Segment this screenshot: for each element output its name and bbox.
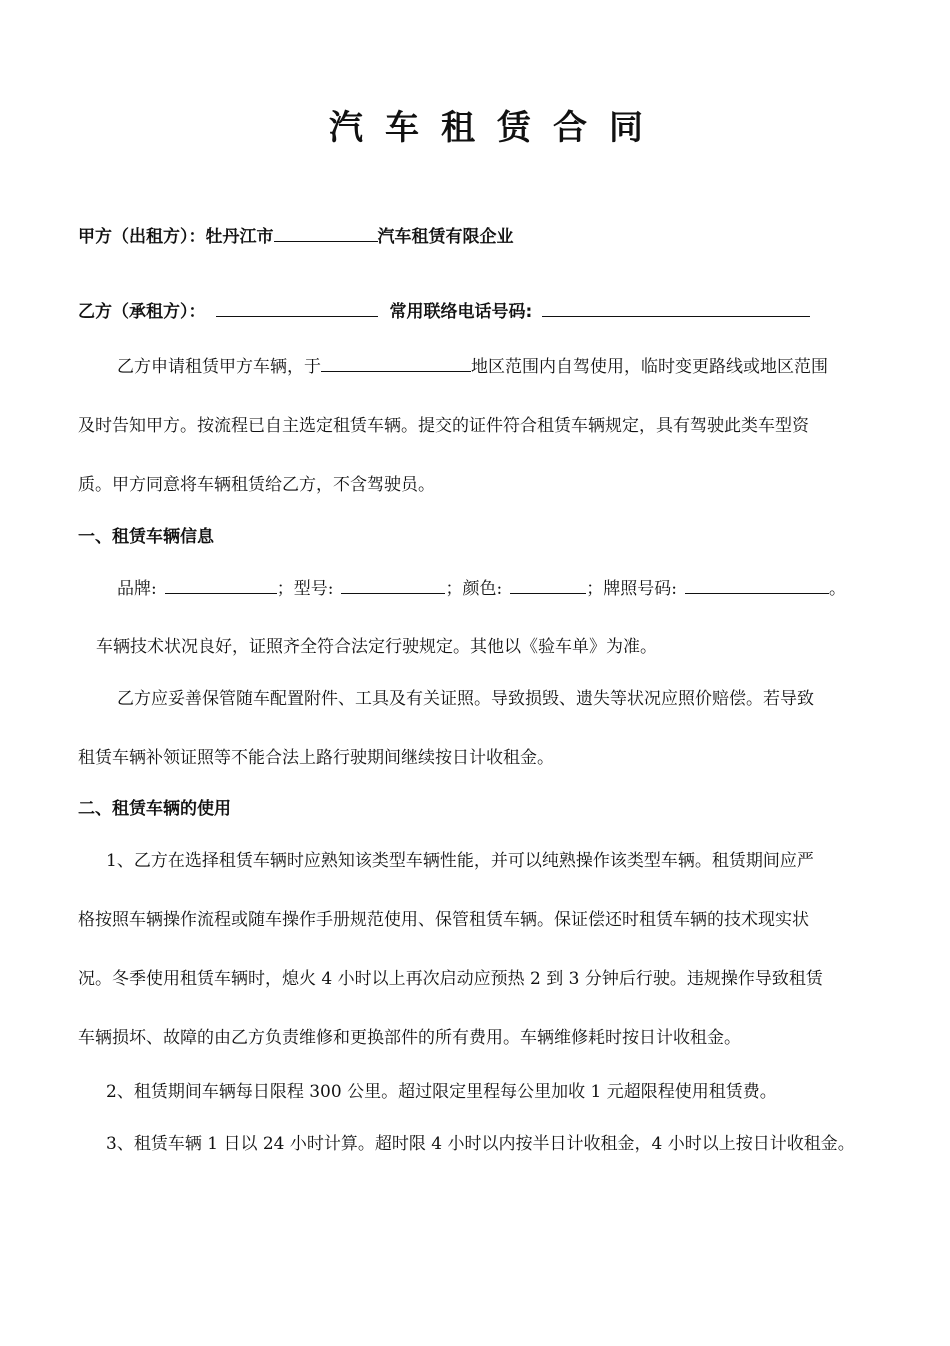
party-a-company-blank[interactable] bbox=[274, 225, 378, 242]
item-1-line-3: 况。冬季使用租赁车辆时，熄火 4 小时以上再次启动应预热 2 到 3 分钟后行驶。违规操作导致租赁 bbox=[78, 969, 823, 989]
model-blank[interactable] bbox=[341, 577, 445, 594]
party-a-city: 牡丹江市 bbox=[205, 227, 274, 247]
intro-line-3: 质。甲方同意将车辆租赁给乙方，不含驾驶员。 bbox=[78, 475, 435, 495]
model-label: ；型号: bbox=[276, 579, 334, 599]
custody-line-2: 租赁车辆补领证照等不能合法上路行驶期间继续按日计收租金。 bbox=[78, 748, 554, 768]
party-b-line bbox=[78, 297, 810, 322]
vehicle-info-line bbox=[117, 574, 846, 599]
item-2-text: 2、租赁期间车辆每日限程 300 公里。超过限定里程每公里加收 1 元超限程使用租赁费。 bbox=[106, 1082, 777, 1102]
color-blank[interactable] bbox=[510, 577, 586, 594]
region-blank[interactable] bbox=[321, 355, 471, 372]
document-title: 汽车租赁合同 bbox=[329, 108, 665, 148]
intro-text-after: 地区范围内自驾使用，临时变更路线或地区范围 bbox=[471, 357, 828, 377]
party-b-name-blank[interactable] bbox=[216, 300, 378, 317]
plate-label: ；牌照号码: bbox=[586, 579, 677, 599]
item-1-line-1: 1、乙方在选择租赁车辆时应熟知该类型车辆性能，并可以纯熟操作该类型车辆。租赁期间应严 bbox=[106, 851, 814, 871]
party-a-line bbox=[78, 222, 514, 247]
item-1-line-4: 车辆损坏、故障的由乙方负责维修和更换部件的所有费用。车辆维修耗时按日计收租金。 bbox=[78, 1028, 741, 1048]
intro-text-before: 乙方申请租赁甲方车辆，于 bbox=[117, 357, 321, 377]
party-a-company-suffix: 汽车租赁有限企业 bbox=[377, 227, 514, 247]
item-3-text: 3、租赁车辆 1 日以 24 小时计算。超时限 4 小时以内按半日计收租金，4 小时以上按日计收租金。 bbox=[106, 1134, 855, 1154]
brand-label: 品牌: bbox=[117, 579, 157, 599]
party-a-label: 甲方（出租方）： bbox=[78, 227, 206, 247]
item-1-line-2: 格按照车辆操作流程或随车操作手册规范使用、保管租赁车辆。保证偿还时租赁车辆的技术现实状 bbox=[78, 910, 809, 930]
section-1-heading: 一、租赁车辆信息 bbox=[78, 527, 214, 547]
custody-line-1: 乙方应妥善保管随车配置附件、工具及有关证照。导致损毁、遗失等状况应照价赔偿。若导致 bbox=[117, 689, 814, 709]
intro-line-1 bbox=[117, 352, 828, 377]
color-label: ；颜色: bbox=[445, 579, 503, 599]
brand-blank[interactable] bbox=[165, 577, 277, 594]
intro-line-2: 及时告知甲方。按流程已自主选定租赁车辆。提交的证件符合租赁车辆规定，具有驾驶此类车型资 bbox=[78, 416, 809, 436]
party-b-label: 乙方（承租方）： bbox=[78, 302, 206, 322]
tech-status-text: 车辆技术状况良好，证照齐全符合法定行驶规定。其他以《验车单》为准。 bbox=[96, 637, 657, 657]
section-2-heading: 二、租赁车辆的使用 bbox=[78, 799, 231, 819]
plate-blank[interactable] bbox=[685, 577, 829, 594]
party-b-phone-blank[interactable] bbox=[542, 300, 810, 317]
party-b-phone-label: 常用联络电话号码: bbox=[389, 302, 533, 322]
end-mark: 。 bbox=[828, 579, 846, 599]
